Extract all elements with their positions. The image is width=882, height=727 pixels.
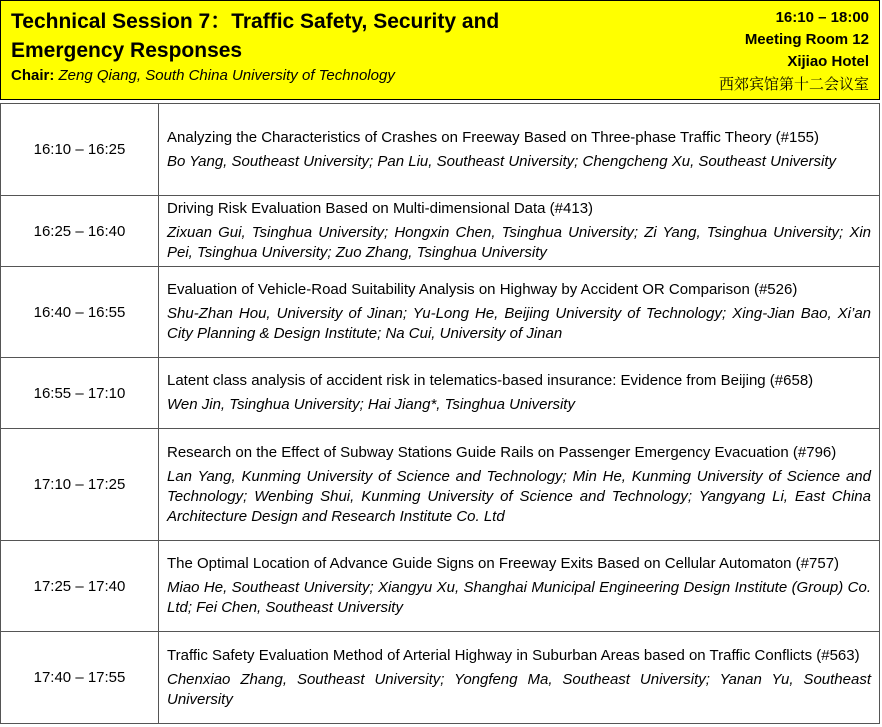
paper-title: Driving Risk Evaluation Based on Multi-dimensional Data (#413) [167,200,594,217]
table-row [1,267,880,358]
paper-authors: Miao He, Southeast University; Xiangyu Xu, Shanghai Municipal Engineering Design Institute (Group) Co. Ltd; Fei Chen, Southeast University [167,579,871,616]
paper-time: 16:40 – 16:55 [1,267,159,358]
paper-authors: Chenxiao Zhang, Southeast University; Yongfeng Ma, Southeast University; Yanan Yu, Southeast University [167,670,871,708]
paper-authors: Lan Yang, Kunming University of Science and Technology; Min He, Kunming University of Science and Technology; Wenbing Shui, Kunming University of Science and Technology; Yangyang Li, East China Architecture Design and Research Institute Co. Ltd [167,467,871,525]
paper-cell [159,267,880,358]
paper-time: 16:10 – 16:25 [1,104,159,196]
paper-cell [159,104,880,196]
session-meta [719,7,869,95]
paper-title: The Optimal Location of Advance Guide Signs on Freeway Exits Based on Cellular Automaton (#757) [167,555,840,572]
session-header [0,0,880,100]
table-row [1,358,880,429]
paper-cell [159,358,880,429]
paper-cell [159,541,880,632]
paper-authors: Zixuan Gui, Tsinghua University; Hongxin Chen, Tsinghua University; Zi Yang, Tsinghua University; Xin Pei, Tsinghua University; Zuo Zhang, Tsinghua University [167,224,871,261]
paper-time: 17:40 – 17:55 [1,632,159,724]
session-title: Technical Session 7：Traffic Safety, Security and Emergency Responses [11,10,500,62]
table-row [1,632,880,724]
session-time: 16:10 – 18:00 [775,9,869,26]
paper-title: Traffic Safety Evaluation Method of Arterial Highway in Suburban Areas based on Traffic Conflicts (#563) [167,646,860,664]
paper-title: Analyzing the Characteristics of Crashes on Freeway Based on Three-phase Traffic Theory (#155) [167,128,819,146]
paper-time: 17:25 – 17:40 [1,541,159,632]
paper-schedule-table [0,103,880,724]
table-row [1,429,880,541]
session-chair [11,67,395,85]
table-row [1,541,880,632]
paper-authors: Wen Jin, Tsinghua University; Hai Jiang*, Tsinghua University [167,396,575,413]
paper-cell [159,632,880,724]
paper-authors: Bo Yang, Southeast University; Pan Liu, Southeast University; Chengcheng Xu, Southeast University [167,152,836,170]
session-room: Meeting Room 12 [744,31,869,48]
session-room-cn: 西郊宾馆第十二会议室 [718,75,869,93]
chair-label: Chair: [11,67,55,84]
paper-authors: Shu-Zhan Hou, University of Jinan; Yu-Long He, Beijing University of Technology; Xing-Jian Bao, Xi’an City Planning & Design Institute; Na Cui, University of Jinan [167,305,871,342]
session-hotel: Xijiao Hotel [787,53,869,70]
table-row [1,104,880,196]
paper-cell [159,429,880,541]
paper-title: Latent class analysis of accident risk in telematics-based insurance: Evidence from Beijing (#658) [167,372,814,389]
paper-title: Evaluation of Vehicle-Road Suitability Analysis on Highway by Accident OR Comparison (#526) [167,281,798,298]
paper-time: 17:10 – 17:25 [1,429,159,541]
paper-cell [159,196,880,267]
paper-time: 16:25 – 16:40 [1,196,159,267]
chair-value: Zeng Qiang, South China University of Technology [58,67,395,84]
paper-time: 16:55 – 17:10 [1,358,159,429]
table-row [1,196,880,267]
paper-title: Research on the Effect of Subway Stations Guide Rails on Passenger Emergency Evacuation (#796) [167,443,837,461]
